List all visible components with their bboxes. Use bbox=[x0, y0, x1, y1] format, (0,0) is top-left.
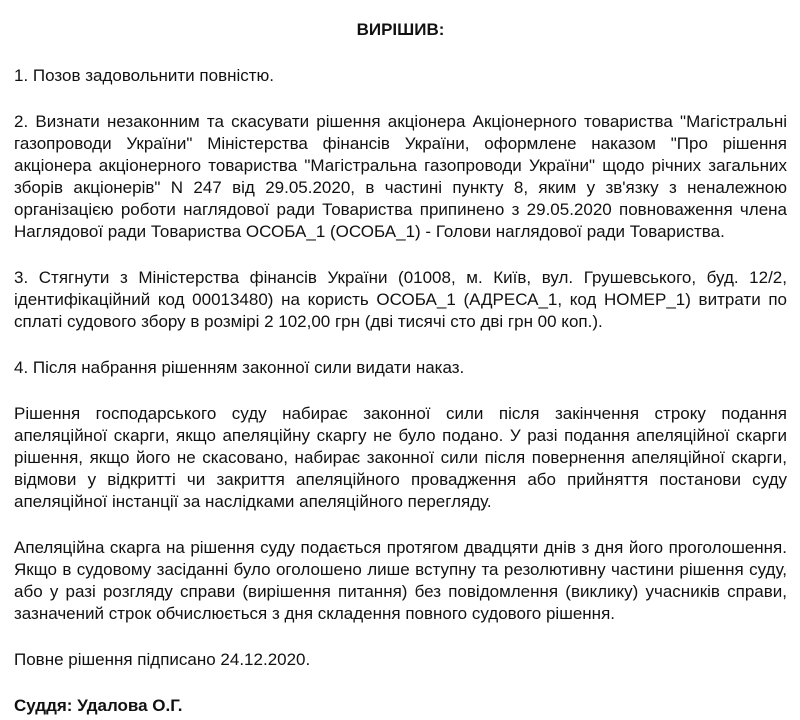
paragraph-signed-date: Повне рішення підписано 24.12.2020. bbox=[14, 650, 311, 669]
judge-signature: Суддя: Удалова О.Г. bbox=[14, 696, 183, 715]
paragraph-annul-decision: 2. Визнати незаконним та скасувати рішення акціонера Акціонерного товариства "Магістральні газопроводи України" Міністерства фінансів України, оформлене наказом "Про рішення акціонера акціонерного товариства "Магістральна газопроводи України" щодо річних загальних зборів акціонерів" N 247 від 29.05.2020, в частині пункту 8, яким у зв'язку з неналежною організацією роботи наглядової ради Товариства припинено з 29.05.2020 повноваження члена Наглядової ради Товариства ОСОБА_1 (ОСОБА_1) - Голови наглядової ради Товариства. bbox=[14, 112, 787, 241]
paragraph-issue-order: 4. Після набрання рішенням законної сили видати наказ. bbox=[14, 358, 465, 377]
paragraph-appeal-procedure: Апеляційна скарга на рішення суду подається протягом двадцяти днів з дня його проголошення. Якщо в судовому засіданні було оголошено лише вступну та резолютивну частини рішення суду, або у разі розгляду справи (вирішення питання) без повідомлення (виклику) учасників справи, зазначений строк обчислюється з дня складення повного судового рішення. bbox=[14, 538, 787, 623]
decision-heading: ВИРІШИВ: bbox=[356, 20, 445, 39]
paragraph-claim-satisfied: 1. Позов задовольнити повністю. bbox=[14, 66, 275, 85]
paragraph-legal-force: Рішення господарського суду набирає законної сили після закінчення строку подання апеляційної скарги, якщо апеляційну скаргу не було подано. У разі подання апеляційної скарги рішення, якщо його не скасовано, набирає законної сили після повернення апеляційної скарги, відмови у відкритті чи закриття апеляційного провадження або прийняття постанови суду апеляційної інстанції за наслідками апеляційного перегляду. bbox=[14, 404, 787, 511]
paragraph-recover-court-fee: 3. Стягнути з Міністерства фінансів України (01008, м. Київ, вул. Грушевського, буд. 12/2, ідентифікаційний код 00013480) на користь ОСОБА_1 (АДРЕСА_1, код НОМЕР_1) витрати по сплаті судового збору в розмірі 2 102,00 грн (дві тисячі сто дві грн 00 коп.). bbox=[14, 268, 787, 331]
document bbox=[14, 0, 787, 717]
